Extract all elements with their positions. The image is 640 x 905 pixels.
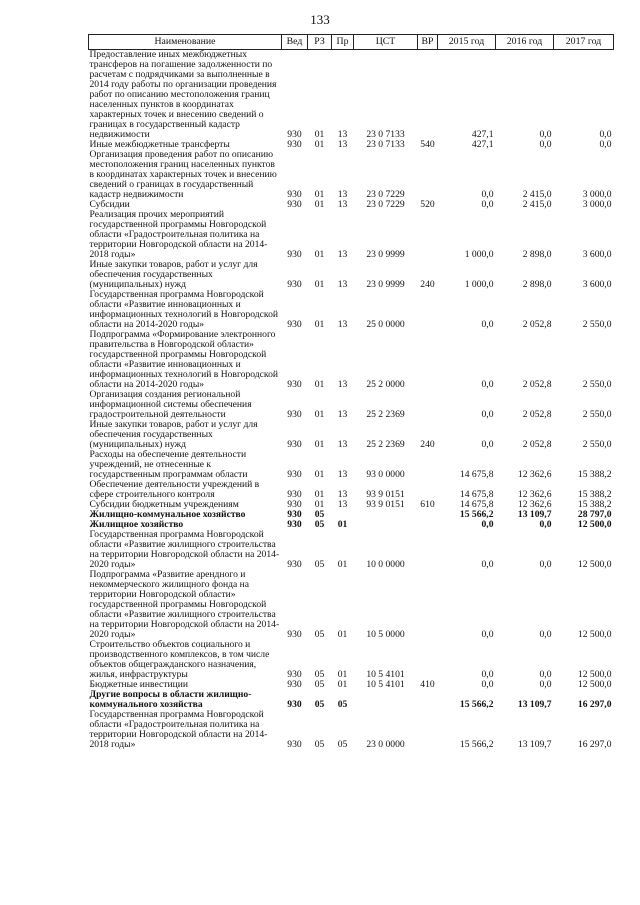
row-cst: 25 2 0000 [366,379,405,390]
row-name: Организация проведения работ по описанию местоположения границ населенных пунктов в координатах характерных точек и внесению сведений о границах в государственный кадастр недвижимости [89,149,277,200]
row-pr: 05 [337,699,348,710]
row-pr: 13 [337,319,348,330]
table-row [89,420,614,450]
row-cst: 10 0 0000 [366,559,405,570]
row-name: Иные закупки товаров, работ и услуг для обеспечения государственных (муниципальных) нужд [89,419,258,450]
row-name: Субсидии бюджетным учреждениям [89,499,239,510]
row-pr: 13 [337,199,348,210]
row-cst: 23 0 7229 [366,199,405,210]
row-vr [418,570,438,640]
row-2017: 0,0 [599,129,612,140]
row-pr: 13 [337,489,348,500]
col-header-vr: ВР [418,35,438,50]
row-ved: 930 [287,679,302,690]
row-rz: 01 [314,409,325,420]
table-row [89,690,614,710]
row-2015: 15 566,2 [459,509,494,520]
row-name: Предоставление иных межбюджетных трансферов на погашение задолженности по расчетам с подрядчиками за выполненные в 2014 году работы по организации проведения работ по описанию местоположения границ населенных пунктов в координатах характерных точек и внесению сведений о границах в государственный кадастр недвижимости [89,49,277,140]
row-ved: 930 [287,249,302,260]
row-ved: 930 [287,319,302,330]
row-rz: 01 [314,139,325,150]
row-2016: 0,0 [539,129,552,140]
row-pr: 13 [337,409,348,420]
row-cst: 25 2 2369 [366,409,405,420]
row-cst [354,520,418,530]
row-rz: 01 [314,379,325,390]
row-ved: 930 [287,629,302,640]
table-row [89,210,614,260]
col-header-2017: 2017 год [554,35,614,50]
row-cst: 23 0 7133 [366,129,405,140]
row-2017: 3 600,0 [582,279,612,290]
row-name: Подпрограмма «Развитие арендного и некоммерческого жилищного фонда на территории Новгородской области» государственной программы Новгородской области «Развитие жилищного строительства на территории Новгородской области на 2014-2020 годы» [89,569,280,640]
row-ved: 930 [287,129,302,140]
row-ved: 930 [287,139,302,150]
table-row [89,260,614,290]
row-name: Государственная программа Новгородской области «Градостроительная политика на территории Новгородской области на 2014-2018 годы» [89,709,268,750]
row-rz: 01 [314,129,325,140]
row-pr: 13 [337,439,348,450]
row-vr [418,50,438,141]
row-rz: 05 [314,679,325,690]
row-cst: 10 5 4101 [366,679,405,690]
row-2015: 14 675,8 [459,489,494,500]
table-row [89,150,614,200]
row-ved: 930 [287,279,302,290]
row-vr [418,640,438,680]
row-name: Государственная программа Новгородской области «Развитие жилищного строительства на территории Новгородской области на 2014-2020 годы» [89,529,280,570]
table-row [89,570,614,640]
row-vr: 540 [420,139,435,150]
table-row [89,290,614,330]
row-ved: 930 [287,409,302,420]
row-ved: 930 [287,199,302,210]
row-2017: 12 500,0 [577,679,612,690]
col-header-ved: Вед [282,35,308,50]
row-pr: 05 [337,739,348,750]
row-2017: 15 388,2 [577,469,612,480]
row-cst: 93 0 0000 [366,469,405,480]
row-2017: 16 297,0 [577,699,612,710]
table-header-row [89,35,614,50]
row-pr: 13 [337,129,348,140]
row-vr [418,530,438,570]
row-name: Жилищно-коммунальное хозяйство [89,509,246,520]
row-name: Иные закупки товаров, работ и услуг для обеспечения государственных (муниципальных) нужд [89,259,258,290]
row-2016: 2 052,8 [522,409,552,420]
col-header-2015: 2015 год [438,35,496,50]
row-2016: 13 109,7 [517,699,552,710]
row-2017: 15 388,2 [577,489,612,500]
row-ved: 930 [287,559,302,570]
row-ved: 930 [287,469,302,480]
row-pr: 01 [337,519,348,530]
row-name: Организация создания региональной информационной системы обеспечения градостроительной деятельности [89,389,252,420]
row-vr [418,510,438,520]
row-ved: 930 [287,379,302,390]
row-vr: 610 [420,499,435,510]
row-pr: 13 [337,469,348,480]
row-name: Подпрограмма «Формирование электронного правительства в Новгородской области» государственной программы Новгородской области «Развитие инновационных и информационных технологий в Новгородской области на 2014-2020 годы» [89,329,279,390]
row-2016: 12 362,6 [517,499,552,510]
row-cst: 10 5 0000 [366,629,405,640]
col-header-cst: ЦСТ [354,35,418,50]
row-rz: 01 [314,189,325,200]
row-cst: 25 2 2369 [366,439,405,450]
row-2016: 0,0 [539,669,552,680]
row-pr: 01 [337,669,348,680]
row-2015: 0,0 [481,189,494,200]
row-rz: 05 [314,519,325,530]
row-rz: 05 [314,629,325,640]
row-name: Реализация прочих мероприятий государственной программы Новгородской области «Градостроительная политика на территории Новгородской области на 2014-2018 годы» [89,209,268,260]
row-pr: 13 [337,249,348,260]
row-name: Расходы на обеспечение деятельности учреждений, не отнесенные к государственным программам области [89,449,248,480]
row-ved: 930 [287,669,302,680]
budget-table [88,34,614,750]
row-name: Обеспечение деятельности учреждений в сфере строительного контроля [89,479,260,500]
row-2017: 2 550,0 [582,379,612,390]
row-vr [418,330,438,390]
row-2017: 2 550,0 [582,319,612,330]
row-rz: 01 [314,319,325,330]
row-2017: 12 500,0 [577,559,612,570]
row-name: Государственная программа Новгородской области «Развитие инновационных и информационных технологий в Новгородской области на 2014-2020 годы» [89,289,279,330]
row-2016: 0,0 [539,519,552,530]
row-pr: 13 [337,379,348,390]
row-ved: 930 [287,509,302,520]
row-name: Строительство объектов социального и производственного комплексов, в том числе объектов общегражданского назначения, жилья, инфраструктуры [89,639,270,680]
row-pr: 13 [337,189,348,200]
table-row [89,710,614,750]
table-row [89,640,614,680]
row-vr [418,450,438,480]
row-2017: 28 797,0 [577,509,612,520]
row-vr [418,290,438,330]
row-2016: 2 898,0 [522,249,552,260]
row-2015: 14 675,8 [459,499,494,510]
row-cst: 10 5 4101 [366,669,405,680]
row-2016: 2 898,0 [522,279,552,290]
row-rz: 01 [314,439,325,450]
row-vr [418,210,438,260]
row-pr: 01 [337,679,348,690]
row-2017: 16 297,0 [577,739,612,750]
row-2017: 2 550,0 [582,409,612,420]
row-vr [418,150,438,200]
row-rz: 01 [314,249,325,260]
row-rz: 01 [314,489,325,500]
row-2015: 0,0 [481,379,494,390]
row-vr: 240 [420,439,435,450]
col-header-2016: 2016 год [496,35,554,50]
row-vr: 240 [420,279,435,290]
row-vr [418,480,438,500]
row-vr: 410 [420,679,435,690]
col-header-rz: РЗ [308,35,332,50]
row-pr: 01 [337,559,348,570]
row-vr: 520 [420,199,435,210]
row-2015: 1 000,0 [464,279,494,290]
row-rz: 05 [314,699,325,710]
row-ved: 930 [287,489,302,500]
row-2016: 0,0 [539,679,552,690]
row-2016: 12 362,6 [517,489,552,500]
row-cst: 93 9 0151 [366,499,405,510]
row-2017: 0,0 [599,139,612,150]
row-ved: 930 [287,519,302,530]
row-2016: 0,0 [539,559,552,570]
row-pr: 13 [337,139,348,150]
row-rz: 01 [314,469,325,480]
row-2017: 3 000,0 [582,199,612,210]
table-row [89,330,614,390]
row-2016: 2 415,0 [522,199,552,210]
row-rz: 01 [314,499,325,510]
row-2015: 0,0 [481,519,494,530]
row-2016: 13 109,7 [517,509,552,520]
row-cst: 25 0 0000 [366,319,405,330]
row-2015: 0,0 [481,199,494,210]
row-2016: 13 109,7 [517,739,552,750]
row-2016: 2 415,0 [522,189,552,200]
row-cst: 93 9 0151 [366,489,405,500]
row-2015: 14 675,8 [459,469,494,480]
row-vr [418,520,438,530]
row-cst: 23 0 9999 [366,279,405,290]
row-2017: 2 550,0 [582,439,612,450]
row-name: Субсидии [89,199,130,210]
row-rz: 05 [314,509,325,520]
row-cst: 23 0 7133 [366,139,405,150]
row-name: Другие вопросы в области жилищно-коммунального хозяйства [89,689,252,710]
row-2015: 0,0 [481,669,494,680]
row-2017: 3 000,0 [582,189,612,200]
row-2016: 0,0 [539,629,552,640]
row-2015: 427,1 [471,139,494,150]
row-ved: 930 [287,739,302,750]
row-rz: 05 [314,669,325,680]
row-cst [354,690,418,710]
row-ved: 930 [287,699,302,710]
row-2016: 2 052,8 [522,319,552,330]
table-row [89,50,614,141]
row-2015: 15 566,2 [459,699,494,710]
row-2015: 427,1 [471,129,494,140]
row-2015: 0,0 [481,319,494,330]
row-2015: 1 000,0 [464,249,494,260]
row-pr: 13 [337,279,348,290]
table-body [89,50,614,751]
row-2015: 0,0 [481,679,494,690]
row-name: Иные межбюджетные трансферты [89,139,230,150]
row-name: Бюджетные инвестиции [89,679,188,690]
row-ved: 930 [287,439,302,450]
row-ved: 930 [287,189,302,200]
row-2015: 15 566,2 [459,739,494,750]
row-cst: 23 0 7229 [366,189,405,200]
table-row [89,530,614,570]
row-2015: 0,0 [481,559,494,570]
row-2015: 0,0 [481,629,494,640]
table-row [89,480,614,500]
row-2017: 15 388,2 [577,499,612,510]
row-rz: 01 [314,279,325,290]
row-2017: 12 500,0 [577,519,612,530]
row-cst [354,510,418,520]
row-2017: 12 500,0 [577,629,612,640]
row-2017: 3 600,0 [582,249,612,260]
row-2016: 12 362,6 [517,469,552,480]
table-row [89,450,614,480]
row-ved: 930 [287,499,302,510]
row-rz: 05 [314,739,325,750]
row-rz: 05 [314,559,325,570]
row-2016: 2 052,8 [522,379,552,390]
page-number: 133 [310,12,330,27]
row-rz: 01 [314,199,325,210]
row-2016: 2 052,8 [522,439,552,450]
row-cst: 23 0 9999 [366,249,405,260]
row-vr [418,690,438,710]
row-vr [418,710,438,750]
row-cst: 23 0 0000 [366,739,405,750]
col-header-name: Наименование [89,35,282,50]
row-2017: 12 500,0 [577,669,612,680]
row-pr: 01 [337,629,348,640]
row-name: Жилищное хозяйство [89,519,184,530]
table-row [89,390,614,420]
row-vr [418,390,438,420]
row-2015: 0,0 [481,409,494,420]
col-header-pr: Пр [332,35,354,50]
row-pr: 13 [337,499,348,510]
row-2015: 0,0 [481,439,494,450]
row-2016: 0,0 [539,139,552,150]
